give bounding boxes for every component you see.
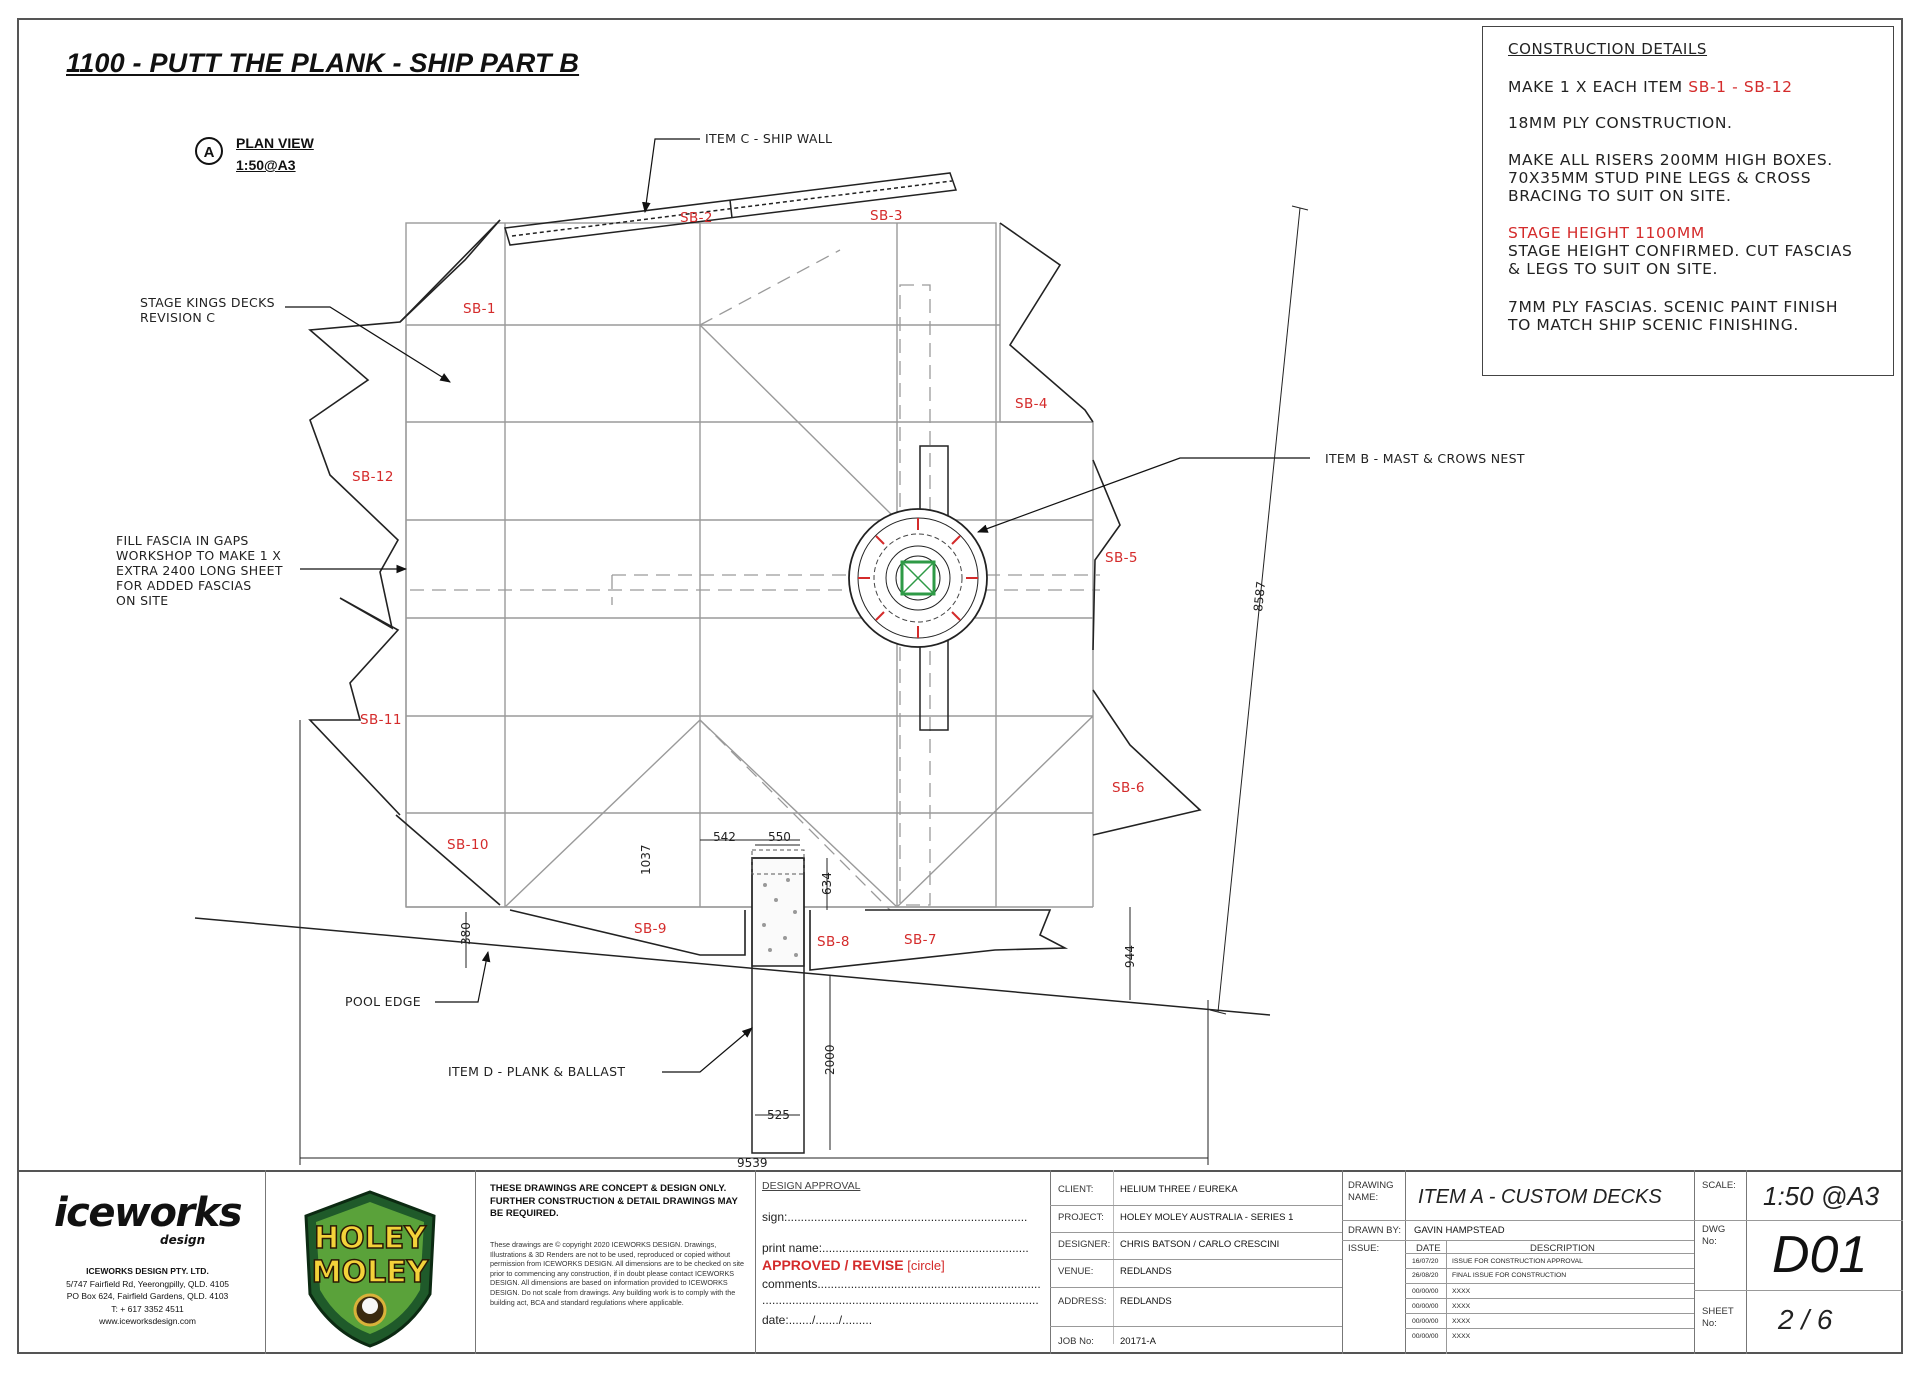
issue-desc: XXXX <box>1452 1288 1471 1295</box>
tb-divider <box>265 1170 266 1354</box>
issue-date: 26/08/20 <box>1412 1272 1439 1279</box>
approval-circle-note: [circle] <box>903 1258 945 1273</box>
construction-note-4: 70X35MM STUD PINE LEGS & CROSS <box>1508 169 1812 187</box>
dim-634: 634 <box>820 872 834 895</box>
disclaimer-bold: THESE DRAWINGS ARE CONCEPT & DESIGN ONLY. FURTHER CONSTRUCTION & DETAIL DRAWINGS MAY BE REQUIRED. <box>490 1183 738 1219</box>
stage-kings-label-1: STAGE KINGS DECKS <box>140 295 275 310</box>
item-d-label: ITEM D - PLANK & BALLAST <box>448 1064 626 1079</box>
tb-row-line <box>1050 1326 1342 1327</box>
view-marker: A <box>195 137 223 165</box>
scale-value: 1:50 @A3 <box>1763 1181 1880 1211</box>
tb-row-line <box>1405 1283 1694 1284</box>
tb-row-line <box>1405 1313 1694 1314</box>
deck-label-sb2: SB-2 <box>680 210 713 226</box>
fill-fascia-label-1: FILL FASCIA IN GAPS <box>116 533 249 548</box>
fill-fascia-label-5: ON SITE <box>116 593 169 608</box>
stage-kings-label-2: REVISION C <box>140 310 216 325</box>
job-label: JOB No: <box>1058 1336 1094 1347</box>
tb-divider <box>475 1170 476 1354</box>
drawing-name-label: DRAWING NAME: <box>1348 1180 1394 1203</box>
badge-text-1: HOLEY <box>314 1221 426 1256</box>
tb-row-line <box>1050 1232 1342 1233</box>
deck-label-sb6: SB-6 <box>1112 780 1145 796</box>
issue-desc: ISSUE FOR CONSTRUCTION APPROVAL <box>1452 1258 1583 1265</box>
tb-row-line <box>1405 1328 1694 1329</box>
approval-date-line: date:......./......./......... <box>762 1313 873 1327</box>
client-label: CLIENT: <box>1058 1184 1094 1195</box>
construction-note-3: MAKE ALL RISERS 200MM HIGH BOXES. <box>1508 151 1833 169</box>
tb-divider <box>1746 1170 1747 1354</box>
company-details <box>40 1265 255 1328</box>
tb-row-line <box>1050 1205 1342 1206</box>
tb-row-line <box>1694 1290 1903 1291</box>
deck-label-sb8: SB-8 <box>817 934 850 950</box>
approval-comments-line: comments................................................................... <box>762 1277 1041 1291</box>
tb-divider <box>1342 1170 1343 1354</box>
fill-fascia-label-3: EXTRA 2400 LONG SHEET <box>116 563 283 578</box>
construction-note-1-text: MAKE 1 X EACH ITEM <box>1508 78 1689 96</box>
construction-note-9: 7MM PLY FASCIAS. SCENIC PAINT FINISH <box>1508 298 1839 316</box>
deck-label-sb3: SB-3 <box>870 208 903 224</box>
fill-fascia-label-4: FOR ADDED FASCIAS <box>116 578 252 593</box>
issue-label: ISSUE: <box>1348 1243 1380 1254</box>
client-value: HELIUM THREE / EUREKA <box>1120 1184 1238 1195</box>
drawn-by-label: DRAWN BY: <box>1348 1225 1401 1236</box>
issue-date: 00/00/00 <box>1412 1318 1439 1325</box>
view-scale: 1:50@A3 <box>236 157 296 173</box>
tb-row-line <box>1342 1240 1694 1241</box>
issue-date: 00/00/00 <box>1412 1303 1439 1310</box>
dim-overall-width: 9539 <box>737 1156 768 1170</box>
dim-542: 542 <box>713 830 736 844</box>
venue-label: VENUE: <box>1058 1266 1094 1277</box>
pool-edge-label: POOL EDGE <box>345 994 421 1009</box>
golf-ball-icon <box>362 1298 378 1314</box>
company-name: ICEWORKS DESIGN PTY. LTD. <box>86 1266 209 1276</box>
tb-row-line <box>1342 1220 1903 1221</box>
issue-date: 00/00/00 <box>1412 1333 1439 1340</box>
mast-crows-nest <box>849 446 987 730</box>
dim-2000: 2000 <box>823 1044 837 1075</box>
construction-note-2: 18MM PLY CONSTRUCTION. <box>1508 114 1733 132</box>
deck-label-sb11: SB-11 <box>360 712 402 728</box>
dim-380: 380 <box>459 922 473 945</box>
view-title: PLAN VIEW <box>236 135 314 151</box>
issue-desc-header: DESCRIPTION <box>1530 1243 1595 1254</box>
issue-desc: XXXX <box>1452 1333 1471 1340</box>
deck-grid <box>406 223 1093 907</box>
issue-desc: XXXX <box>1452 1318 1471 1325</box>
dim-overall-height: 8587 <box>1251 580 1269 613</box>
approval-sign-line: sign:........................................................................ <box>762 1210 1028 1224</box>
dim-525: 525 <box>767 1108 790 1122</box>
dim-1037: 1037 <box>639 844 653 875</box>
approval-extra-line: ................................................................................... <box>762 1293 1039 1307</box>
tb-col-line <box>1446 1240 1447 1354</box>
iceworks-logo: iceworks <box>53 1190 242 1236</box>
construction-note-7: STAGE HEIGHT CONFIRMED. CUT FASCIAS <box>1508 242 1853 260</box>
issue-desc: FINAL ISSUE FOR CONSTRUCTION <box>1452 1272 1567 1279</box>
tb-row-line <box>1405 1268 1694 1269</box>
holey-moley-badge <box>296 1182 444 1350</box>
company-address-2: PO Box 624, Fairfield Gardens, QLD. 4103 <box>66 1291 229 1301</box>
project-label: PROJECT: <box>1058 1212 1104 1223</box>
construction-note-8: & LEGS TO SUIT ON SITE. <box>1508 260 1719 278</box>
deck-label-sb1: SB-1 <box>463 301 496 317</box>
construction-details-heading: CONSTRUCTION DETAILS <box>1508 40 1708 58</box>
deck-label-sb4: SB-4 <box>1015 396 1048 412</box>
deck-label-sb5: SB-5 <box>1105 550 1138 566</box>
scale-label: SCALE: <box>1702 1180 1736 1191</box>
tb-divider <box>1405 1170 1406 1354</box>
construction-note-10: TO MATCH SHIP SCENIC FINISHING. <box>1508 316 1799 334</box>
address-value: REDLANDS <box>1120 1296 1172 1307</box>
dwg-no-value: D01 <box>1772 1226 1868 1284</box>
construction-note-6: STAGE HEIGHT 1100MM <box>1508 224 1705 242</box>
drawn-by-value: GAVIN HAMPSTEAD <box>1414 1225 1505 1236</box>
issue-date-header: DATE <box>1416 1243 1441 1254</box>
approval-print-line: print name:.............................................................. <box>762 1241 1029 1255</box>
designer-value: CHRIS BATSON / CARLO CRESCINI <box>1120 1239 1280 1250</box>
issue-date: 00/00/00 <box>1412 1288 1439 1295</box>
issue-date: 16/07/20 <box>1412 1258 1439 1265</box>
sheet-no-value: 2 / 6 <box>1778 1304 1833 1335</box>
dim-944: 944 <box>1123 945 1137 968</box>
item-c-label: ITEM C - SHIP WALL <box>705 131 833 146</box>
tb-divider <box>755 1170 756 1354</box>
approval-status <box>762 1257 945 1273</box>
tb-row-line <box>1405 1298 1694 1299</box>
address-label: ADDRESS: <box>1058 1296 1107 1307</box>
job-value: 20171-A <box>1120 1336 1156 1347</box>
tb-row-line <box>1050 1259 1342 1260</box>
fill-fascia-label-2: WORKSHOP TO MAKE 1 X <box>116 548 282 563</box>
deck-label-sb9: SB-9 <box>634 921 667 937</box>
designer-label: DESIGNER: <box>1058 1239 1111 1250</box>
sheet-title: 1100 - PUTT THE PLANK - SHIP PART B <box>66 48 580 78</box>
company-address-1: 5/747 Fairfield Rd, Yeerongpilly, QLD. 4105 <box>66 1278 229 1289</box>
deck-label-sb12: SB-12 <box>352 469 394 485</box>
drawing-name: ITEM A - CUSTOM DECKS <box>1418 1186 1662 1208</box>
construction-note-1-items: SB-1 - SB-12 <box>1688 78 1793 96</box>
item-b-label: ITEM B - MAST & CROWS NEST <box>1325 451 1525 466</box>
deck-label-sb10: SB-10 <box>447 837 489 853</box>
tb-divider <box>1694 1170 1695 1354</box>
deck-label-sb7: SB-7 <box>904 932 937 948</box>
approval-status-text: APPROVED / REVISE <box>762 1257 904 1273</box>
design-approval-heading: DESIGN APPROVAL <box>762 1180 861 1192</box>
tb-divider <box>1113 1170 1114 1344</box>
company-phone: T: + 617 3352 4511 <box>111 1303 184 1314</box>
dim-550: 550 <box>768 830 791 844</box>
venue-value: REDLANDS <box>1120 1266 1172 1277</box>
dwg-no-label: DWG No: <box>1702 1224 1726 1247</box>
sheet-no-label: SHEET No: <box>1702 1306 1734 1329</box>
project-value: HOLEY MOLEY AUSTRALIA - SERIES 1 <box>1120 1212 1294 1223</box>
construction-note-5: BRACING TO SUIT ON SITE. <box>1508 187 1732 205</box>
tb-row-line <box>1050 1287 1342 1288</box>
badge-text-2: MOLEY <box>311 1255 429 1290</box>
company-website: www.iceworksdesign.com <box>99 1316 196 1326</box>
disclaimer-text: These drawings are © copyright 2020 ICEWORKS DESIGN. Drawings, Illustrations & 3D Renders are not to be used, reproduced or copied without permission from ICEWORKS DESIGN. All dimensions are to be checked on site prior to commencing any construction, if in doubt please contact ICEWORKS DESIGN. All dimensions are based on information provided to ICEWORKS DESIGN. Do not scale from drawings. Any building work is to comply with the building act, BCA and standard regulations where applicable. <box>490 1240 745 1307</box>
iceworks-logo-sub: design <box>160 1233 206 1247</box>
issue-desc: XXXX <box>1452 1303 1471 1310</box>
